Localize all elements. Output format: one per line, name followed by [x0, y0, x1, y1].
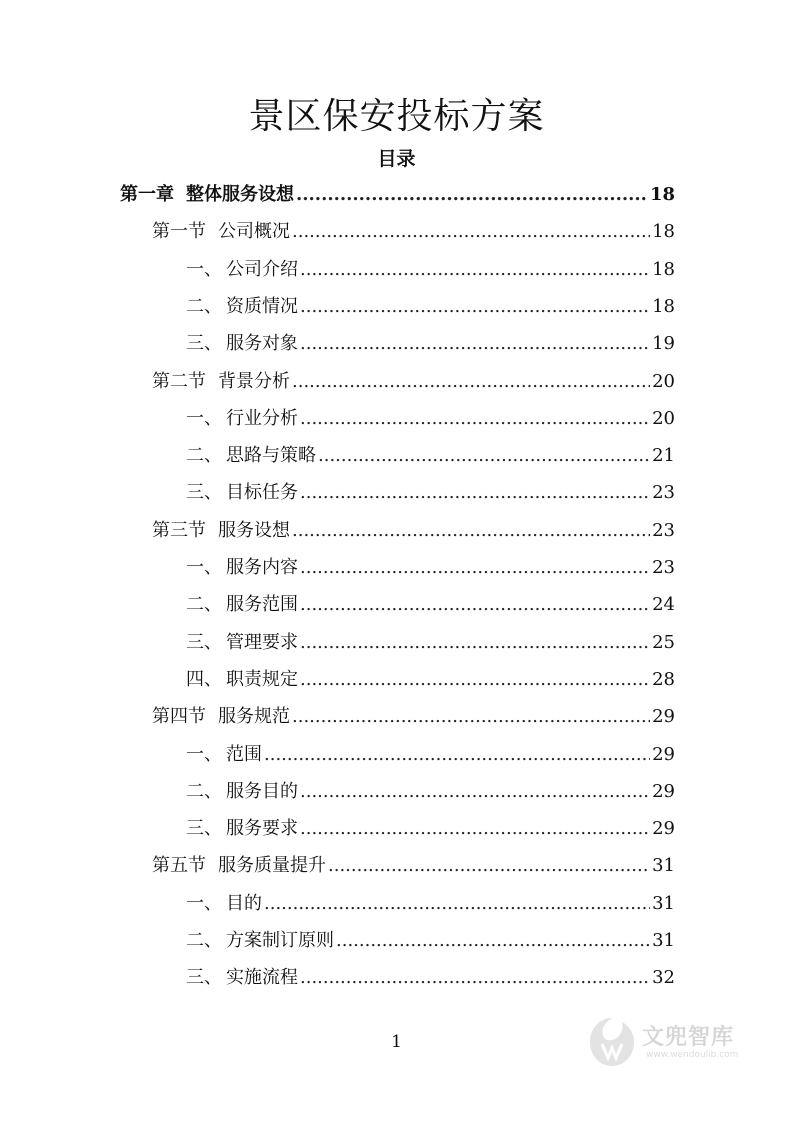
toc-entry-page: 20 — [652, 370, 675, 392]
toc-entry-page: 18 — [652, 221, 675, 243]
toc-entry[interactable] — [186, 773, 675, 810]
toc-entry-page: 20 — [652, 407, 675, 429]
toc-entry[interactable] — [186, 810, 675, 847]
toc-entry[interactable] — [152, 847, 675, 884]
toc-entry[interactable] — [120, 176, 675, 213]
toc-entry-page: 31 — [652, 930, 675, 951]
toc-entry[interactable] — [186, 736, 675, 773]
toc-leader-dots — [300, 325, 650, 362]
toc-leader-dots — [292, 213, 650, 250]
toc-entry[interactable] — [152, 512, 675, 549]
toc-leader-dots — [300, 773, 650, 810]
toc-leader-dots — [300, 586, 650, 623]
watermark — [586, 1010, 756, 1074]
toc-entry-prefix: 二、 — [186, 445, 222, 467]
toc-entry-label: 目标任务 — [226, 482, 298, 504]
toc-leader-dots — [300, 251, 650, 288]
toc-leader-dots — [300, 474, 650, 511]
toc-entry-label: 公司介绍 — [226, 258, 298, 280]
document-title: 景区保安投标方案 — [248, 96, 545, 137]
toc-entry-page: 24 — [652, 594, 675, 616]
toc-entry-page: 23 — [652, 519, 675, 541]
toc-leader-dots — [264, 885, 650, 922]
toc-entry-page: 31 — [652, 892, 675, 914]
toc-entry-prefix: 三、 — [186, 631, 222, 653]
toc-entry-prefix: 二、 — [186, 295, 222, 317]
toc-entry[interactable] — [186, 661, 675, 698]
toc-entry-label: 公司概况 — [218, 221, 290, 243]
watermark-url: www.wendoulib.com — [646, 1050, 739, 1060]
toc-entry-prefix: 第二节 — [152, 370, 206, 392]
toc-entry-label: 行业分析 — [226, 407, 298, 429]
toc-entry-label: 服务范围 — [226, 594, 298, 616]
toc-entry-page: 28 — [652, 668, 675, 690]
toc-entry[interactable] — [186, 251, 675, 288]
toc-entry-prefix: 二、 — [186, 780, 222, 802]
toc-entry-prefix: 一、 — [186, 557, 222, 578]
toc-entry-page: 23 — [652, 557, 675, 578]
toc-entry-label: 服务规范 — [218, 706, 290, 728]
toc-entry-prefix: 一、 — [186, 407, 222, 429]
toc-entry[interactable] — [186, 325, 675, 362]
toc-entry-prefix: 一、 — [186, 743, 222, 765]
toc-entry-page: 18 — [652, 258, 675, 280]
toc-entry-label: 职责规定 — [226, 668, 298, 690]
toc-entry-prefix: 二、 — [186, 930, 222, 951]
toc-entry-label: 服务要求 — [226, 818, 298, 840]
toc-entry-page: 32 — [652, 967, 675, 989]
toc-entry[interactable] — [152, 213, 675, 250]
toc-entry-label: 方案制订原则 — [226, 930, 334, 951]
toc-entry-page: 21 — [652, 445, 675, 467]
toc-entry-prefix: 三、 — [186, 333, 222, 355]
toc-entry-page: 29 — [652, 818, 675, 840]
toc-entry-label: 服务设想 — [218, 519, 290, 541]
toc-entry-label: 服务目的 — [226, 780, 298, 802]
toc-entry-label: 背景分析 — [218, 370, 290, 392]
toc-leader-dots — [300, 288, 650, 325]
toc-entry-label: 整体服务设想 — [186, 184, 294, 205]
toc-entry[interactable] — [186, 288, 675, 325]
toc-entry-prefix: 第三节 — [152, 519, 206, 541]
toc-entry-label: 思路与策略 — [226, 445, 316, 467]
toc-entry-prefix: 三、 — [186, 967, 222, 989]
toc-entry-label: 服务质量提升 — [218, 855, 326, 877]
toc-entry-label: 资质情况 — [226, 295, 298, 317]
toc-entry-label: 目的 — [226, 892, 262, 914]
toc-heading: 目录 — [377, 148, 416, 170]
toc-leader-dots — [300, 959, 650, 996]
toc-entry-label: 实施流程 — [226, 967, 298, 989]
toc-entry-prefix: 一、 — [186, 258, 222, 280]
toc-entry[interactable] — [186, 586, 675, 623]
toc-entry-prefix: 第一章 — [120, 184, 174, 205]
toc-entry[interactable] — [186, 474, 675, 511]
toc-entry[interactable] — [186, 959, 675, 996]
toc-entry-label: 管理要求 — [226, 631, 298, 653]
wendou-logo-icon — [586, 1014, 638, 1070]
toc-leader-dots — [300, 549, 650, 586]
toc-entry-prefix: 第一节 — [152, 221, 206, 243]
toc-entry[interactable] — [152, 698, 675, 735]
toc-entry-page: 25 — [652, 631, 675, 653]
toc-leader-dots — [300, 400, 650, 437]
toc-entry-label: 范围 — [226, 743, 262, 765]
toc-entry-page: 29 — [652, 706, 675, 728]
toc-entry-prefix: 一、 — [186, 892, 222, 914]
toc-entry-label: 服务内容 — [226, 557, 298, 578]
toc-entry-page: 31 — [652, 855, 675, 877]
toc-entry-page: 19 — [652, 333, 675, 355]
toc-entry[interactable] — [186, 624, 675, 661]
toc-entry-page: 29 — [652, 743, 675, 765]
toc-entry-page: 29 — [652, 780, 675, 802]
toc-entry-prefix: 三、 — [186, 818, 222, 840]
toc-entry[interactable] — [186, 922, 675, 959]
watermark-text: 文兜智库 — [642, 1025, 735, 1050]
toc-entry[interactable] — [186, 437, 675, 474]
toc-entry[interactable] — [152, 363, 675, 400]
toc-entry-prefix: 第五节 — [152, 855, 206, 877]
toc-leader-dots — [292, 698, 650, 735]
toc-leader-dots — [292, 363, 650, 400]
toc-leader-dots — [300, 661, 650, 698]
toc-entry[interactable] — [186, 400, 675, 437]
toc-entry[interactable] — [186, 885, 675, 922]
toc-entry-page: 18 — [652, 295, 675, 317]
toc-leader-dots — [296, 176, 648, 213]
toc-leader-dots — [300, 810, 650, 847]
toc-entry[interactable] — [186, 549, 675, 586]
toc-entry-page: 23 — [652, 482, 675, 504]
toc-leader-dots — [318, 437, 650, 474]
toc-entry-page: 18 — [649, 184, 675, 205]
toc-leader-dots — [292, 512, 650, 549]
toc-entry-label: 服务对象 — [226, 333, 298, 355]
toc-leader-dots — [336, 922, 650, 959]
toc-leader-dots — [328, 847, 650, 884]
toc-entry-prefix: 第四节 — [152, 706, 206, 728]
toc-leader-dots — [300, 624, 650, 661]
page-number: 1 — [391, 1032, 402, 1052]
toc-entry-prefix: 二、 — [186, 594, 222, 616]
toc-entry-prefix: 三、 — [186, 482, 222, 504]
toc-leader-dots — [264, 736, 650, 773]
toc-entry-prefix: 四、 — [186, 668, 222, 690]
